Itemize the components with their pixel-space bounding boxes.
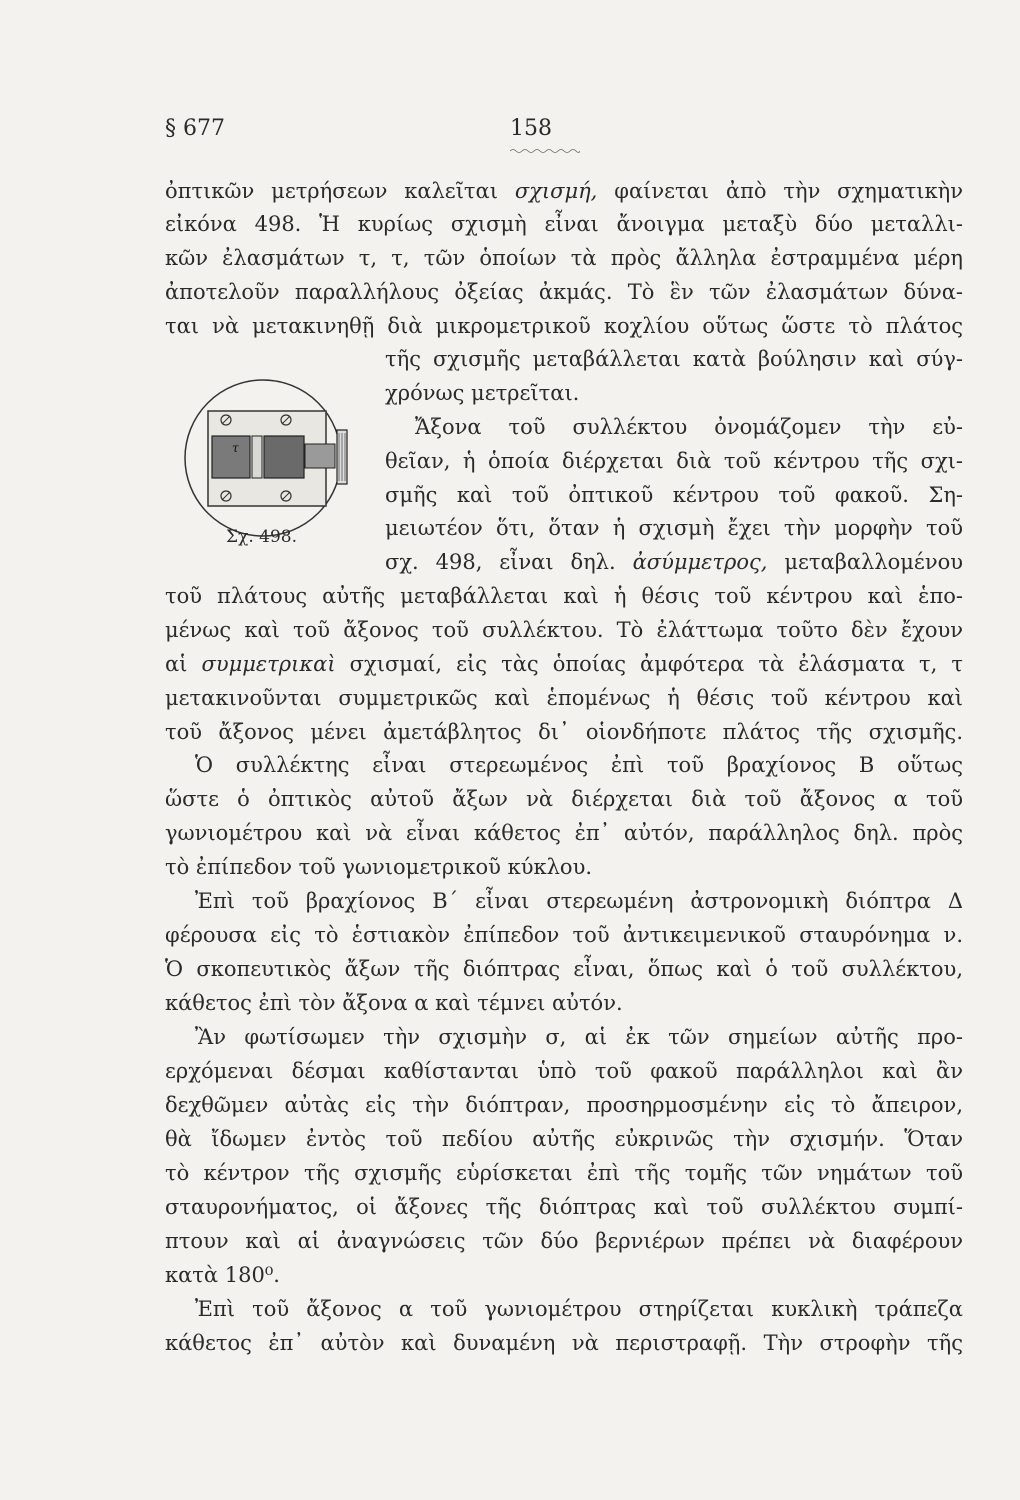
text-line: δεχθῶμεν αὐτὰς εἰς τὴν διόπτραν, προσηρμοσμένην εἰς τὸ ἄπειρον, bbox=[165, 1093, 963, 1117]
text-line: κάθετος ἐπ᾽ αὐτὸν καὶ δυναμένη νὰ περιστραφῇ. Τὴν στροφὴν τῆς bbox=[165, 1331, 963, 1355]
text-line: μετακινοῦνται συμμετρικῶς καὶ ἑπομένως ἡ θέσις τοῦ κέντρου καὶ bbox=[165, 686, 963, 710]
text-line: κάθετος ἐπὶ τὸν ἄξονα α καὶ τέμνει αὐτόν. bbox=[165, 991, 623, 1015]
text-line: εἰκόνα 498. Ἡ κυρίως σχισμὴ εἶναι ἄνοιγμα μεταξὺ δύο μεταλλι- bbox=[165, 212, 963, 236]
text-line: τὸ ἐπίπεδον τοῦ γωνιομετρικοῦ κύκλου. bbox=[165, 855, 593, 879]
text-line: θεῖαν, ἡ ὁποία διέρχεται διὰ τοῦ κέντρου τῆς σχι- bbox=[385, 449, 963, 473]
text-line: θὰ ἴδωμεν ἐντὸς τοῦ πεδίου αὐτῆς εὐκρινῶς τὴν σχισμήν. Ὅταν bbox=[165, 1127, 963, 1151]
text-line: μένως καὶ τοῦ ἄξονος τοῦ συλλέκτου. Τὸ ἐλάττωμα τοῦτο δὲν ἔχουν bbox=[165, 618, 963, 642]
text-line: ται νὰ μετακινηθῇ διὰ μικρομετρικοῦ κοχλίου οὕτως ὥστε τὸ πλάτος bbox=[165, 314, 963, 338]
text-line: γωνιομέτρου καὶ νὰ εἶναι κάθετος ἐπ᾽ αὐτόν, παράλληλος δηλ. πρὸς bbox=[165, 821, 963, 845]
text-line: τὸ κέντρον τῆς σχισμῆς εὑρίσκεται ἐπὶ τῆς τομῆς τῶν νημάτων τοῦ bbox=[165, 1161, 963, 1185]
text-line: Ἂν φωτίσωμεν τὴν σχισμὴν σ, αἱ ἐκ τῶν σημείων αὐτῆς προ- bbox=[195, 1025, 963, 1049]
text-line: κῶν ἐλασμάτων τ, τ, τῶν ὁποίων τὰ πρὸς ἄλληλα ἐστραμμένα μέρη bbox=[165, 246, 963, 270]
page-number-underline bbox=[510, 148, 580, 154]
page-header bbox=[165, 116, 965, 152]
text-line: ὀπτικῶν μετρήσεων καλεῖται σχισμή, φαίνεται ἀπὸ τὴν σχηματικὴν bbox=[165, 179, 963, 203]
text-line: κατὰ 180⁰. bbox=[165, 1263, 280, 1287]
text-line: ἀποτελοῦν παραλλήλους ὀξείας ἀκμάς. Τὸ ἓν τῶν ἐλασμάτων δύνα- bbox=[165, 280, 963, 304]
text-line: τοῦ ἄξονος μένει ἀμετάβλητος δι᾽ οἱονδήποτε πλάτος τῆς σχισμῆς. bbox=[165, 720, 963, 744]
text-line: Ὁ σκοπευτικὸς ἄξων τῆς διόπτρας εἶναι, ὅπως καὶ ὁ τοῦ συλλέκτου, bbox=[165, 957, 963, 981]
text-line: σμῆς καὶ τοῦ ὀπτικοῦ κέντρου τοῦ φακοῦ. Ση- bbox=[385, 483, 963, 507]
text-line: σχ. 498, εἶναι δηλ. ἀσύμμετρος, μεταβαλλομένου bbox=[385, 550, 963, 574]
section-number: § 677 bbox=[165, 116, 225, 141]
page-number: 158 bbox=[510, 116, 552, 141]
text-line: μειωτέον ὅτι, ὅταν ἡ σχισμὴ ἔχει τὴν μορφὴν τοῦ bbox=[385, 516, 963, 540]
text-line: ὥστε ὁ ὀπτικὸς αὐτοῦ ἄξων νὰ διέρχεται διὰ τοῦ ἄξονος α τοῦ bbox=[165, 787, 963, 811]
figure-caption: Σχ. 498. bbox=[226, 527, 297, 547]
text-line: τοῦ πλάτους αὐτῆς μεταβάλλεται καὶ ἡ θέσις τοῦ κέντρου καὶ ἑπο- bbox=[165, 584, 963, 608]
text-line: Ὁ συλλέκτης εἶναι στερεωμένος ἐπὶ τοῦ βραχίονος Β οὕτως bbox=[195, 753, 963, 777]
tau-label: τ bbox=[232, 441, 239, 455]
text-line: σταυρονήματος, οἱ ἄξονες τῆς διόπτρας καὶ τοῦ συλλέκτου συμπί- bbox=[165, 1195, 963, 1219]
text-line: τῆς σχισμῆς μεταβάλλεται κατὰ βούλησιν καὶ σύγ- bbox=[385, 347, 963, 371]
text-line: αἱ συμμετρικαὶ σχισμαί, εἰς τὰς ὁποίας ἀμφότερα τὰ ἐλάσματα τ, τ bbox=[165, 652, 963, 676]
text-line: χρόνως μετρεῖται. bbox=[385, 381, 580, 405]
text-line: Ἄξονα τοῦ συλλέκτου ὀνομάζομεν τὴν εὐ- bbox=[415, 415, 963, 439]
text-line: Ἐπὶ τοῦ βραχίονος Β΄ εἶναι στερεωμένη ἀστρονομικὴ διόπτρα Δ bbox=[195, 889, 963, 913]
text-line: πτουν καὶ αἱ ἀναγνώσεις τῶν δύο βερνιέρων πρέπει νὰ διαφέρουν bbox=[165, 1229, 963, 1253]
text-line: ερχόμεναι δέσμαι καθίστανται ὑπὸ τοῦ φακοῦ παράλληλοι καὶ ἂν bbox=[165, 1059, 963, 1083]
text-line: φέρουσα εἰς τὸ ἑστιακὸν ἐπίπεδον τοῦ ἀντικειμενικοῦ σταυρόνημα ν. bbox=[165, 923, 963, 947]
text-line: Ἐπὶ τοῦ ἄξονος α τοῦ γωνιομέτρου στηρίζεται κυκλικὴ τράπεζα bbox=[195, 1297, 963, 1321]
